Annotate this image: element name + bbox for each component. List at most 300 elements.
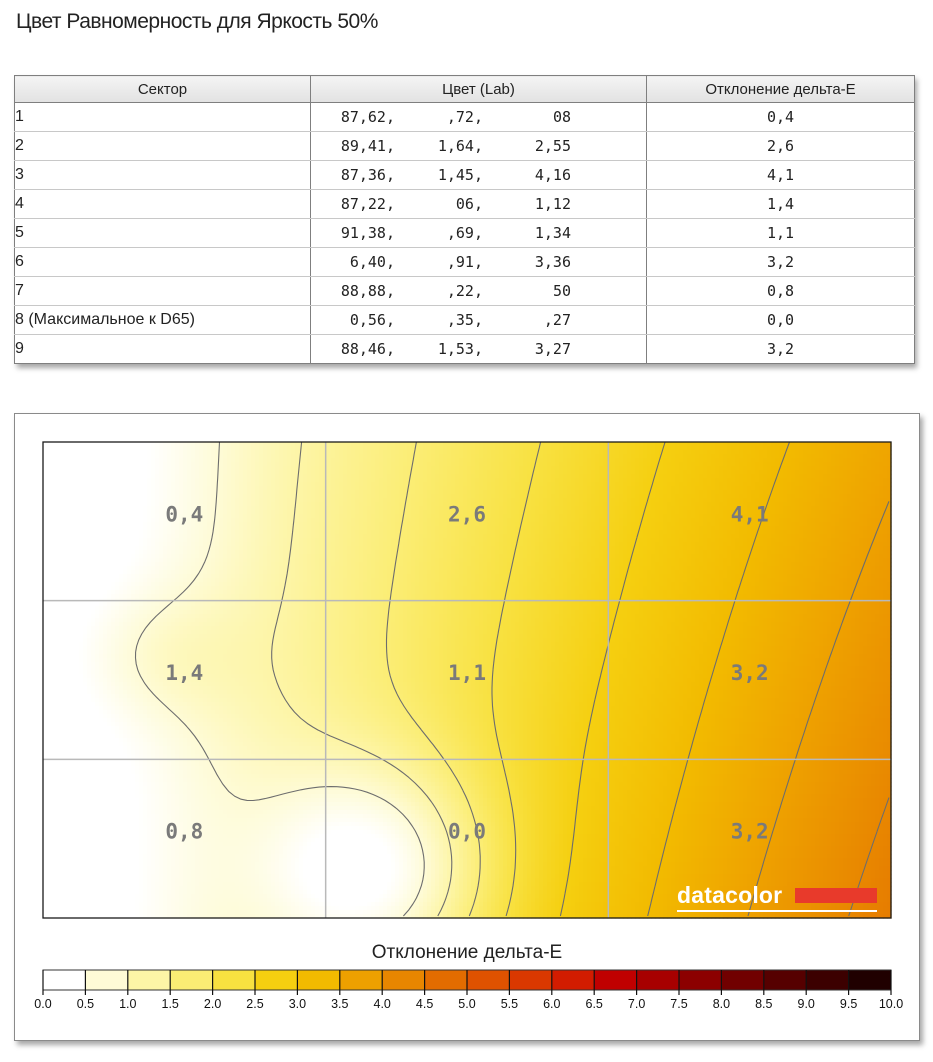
heatmap-pixel: [139, 486, 144, 491]
heatmap-pixel: [851, 498, 856, 503]
heatmap-pixel: [827, 486, 832, 491]
heatmap-pixel: [455, 530, 460, 535]
heatmap-pixel: [551, 466, 556, 471]
heatmap-pixel: [195, 530, 200, 535]
heatmap-pixel: [303, 498, 308, 503]
heatmap-pixel: [443, 450, 448, 455]
heatmap-pixel: [583, 450, 588, 455]
heatmap-pixel: [619, 442, 624, 447]
heatmap-pixel: [243, 474, 248, 479]
heatmap-pixel: [619, 498, 624, 503]
heatmap-pixel: [603, 530, 608, 535]
heatmap-pixel: [307, 522, 312, 527]
heatmap-pixel: [551, 526, 556, 531]
heatmap-pixel: [247, 518, 252, 523]
heatmap-pixel: [291, 446, 296, 451]
heatmap-pixel: [195, 442, 200, 447]
heatmap-pixel: [647, 462, 652, 467]
heatmap-pixel: [127, 502, 132, 507]
heatmap-pixel: [631, 462, 636, 467]
heatmap-pixel: [219, 510, 224, 515]
heatmap-pixel: [515, 458, 520, 463]
heatmap-pixel: [811, 442, 816, 447]
heatmap-pixel: [715, 498, 720, 503]
heatmap-pixel: [223, 462, 228, 467]
heatmap-pixel: [107, 474, 112, 479]
heatmap-pixel: [363, 510, 368, 515]
heatmap-pixel: [319, 446, 324, 451]
heatmap-pixel: [195, 534, 200, 539]
heatmap-pixel: [491, 526, 496, 531]
heatmap-pixel: [355, 518, 360, 523]
heatmap-pixel: [683, 474, 688, 479]
heatmap-pixel: [663, 510, 668, 515]
heatmap-pixel: [703, 466, 708, 471]
heatmap-pixel: [559, 462, 564, 467]
heatmap-pixel: [571, 514, 576, 519]
heatmap-pixel: [787, 510, 792, 515]
heatmap-pixel: [783, 466, 788, 471]
heatmap-pixel: [695, 502, 700, 507]
heatmap-pixel: [555, 458, 560, 463]
heatmap-pixel: [471, 490, 476, 495]
heatmap-pixel: [287, 526, 292, 531]
heatmap-pixel: [215, 534, 220, 539]
heatmap-pixel: [479, 454, 484, 459]
heatmap-pixel: [831, 530, 836, 535]
heatmap-pixel: [555, 462, 560, 467]
heatmap-pixel: [823, 498, 828, 503]
heatmap-pixel: [763, 470, 768, 475]
heatmap-pixel: [371, 466, 376, 471]
heatmap-pixel: [311, 478, 316, 483]
heatmap-pixel: [463, 474, 468, 479]
heatmap-pixel: [119, 470, 124, 475]
heatmap-pixel: [807, 506, 812, 511]
heatmap-pixel: [187, 490, 192, 495]
heatmap-pixel: [363, 482, 368, 487]
heatmap-pixel: [51, 450, 56, 455]
heatmap-pixel: [135, 446, 140, 451]
heatmap-pixel: [219, 534, 224, 539]
heatmap-pixel: [571, 466, 576, 471]
heatmap-pixel: [131, 526, 136, 531]
heatmap-pixel: [875, 482, 880, 487]
heatmap-pixel: [795, 482, 800, 487]
heatmap-pixel: [535, 478, 540, 483]
heatmap-pixel: [287, 450, 292, 455]
heatmap-pixel: [255, 522, 260, 527]
heatmap-pixel: [767, 466, 772, 471]
heatmap-pixel: [575, 466, 580, 471]
heatmap-pixel: [731, 478, 736, 483]
heatmap-pixel: [703, 474, 708, 479]
heatmap-pixel: [575, 510, 580, 515]
heatmap-pixel: [547, 486, 552, 491]
heatmap-pixel: [775, 530, 780, 535]
heatmap-pixel: [375, 510, 380, 515]
heatmap-pixel: [143, 486, 148, 491]
heatmap-pixel: [79, 498, 84, 503]
heatmap-pixel: [303, 442, 308, 447]
heatmap-pixel: [631, 466, 636, 471]
heatmap-pixel: [219, 482, 224, 487]
heatmap-pixel: [647, 470, 652, 475]
heatmap-pixel: [583, 530, 588, 535]
heatmap-pixel: [619, 482, 624, 487]
heatmap-pixel: [591, 486, 596, 491]
heatmap-pixel: [67, 478, 72, 483]
heatmap-pixel: [759, 530, 764, 535]
heatmap-pixel: [95, 506, 100, 511]
heatmap-pixel: [723, 462, 728, 467]
heatmap-pixel: [611, 510, 616, 515]
heatmap-pixel: [547, 478, 552, 483]
heatmap-pixel: [231, 446, 236, 451]
heatmap-pixel: [147, 446, 152, 451]
heatmap-pixel: [459, 526, 464, 531]
heatmap-pixel: [171, 490, 176, 495]
heatmap-pixel: [87, 454, 92, 459]
heatmap-pixel: [415, 482, 420, 487]
heatmap-pixel: [787, 466, 792, 471]
delta-e-cell: 3,2: [647, 248, 915, 277]
heatmap-pixel: [395, 450, 400, 455]
heatmap-pixel: [303, 486, 308, 491]
heatmap-pixel: [119, 526, 124, 531]
heatmap-pixel: [635, 522, 640, 527]
heatmap-pixel: [779, 486, 784, 491]
heatmap-pixel: [139, 506, 144, 511]
heatmap-pixel: [495, 486, 500, 491]
heatmap-pixel: [131, 490, 136, 495]
heatmap-pixel: [443, 494, 448, 499]
heatmap-pixel: [779, 530, 784, 535]
heatmap-pixel: [551, 458, 556, 463]
heatmap-pixel: [511, 482, 516, 487]
heatmap-pixel: [111, 530, 116, 535]
heatmap-pixel: [503, 510, 508, 515]
heatmap-pixel: [255, 470, 260, 475]
heatmap-pixel: [783, 442, 788, 447]
heatmap-pixel: [479, 526, 484, 531]
heatmap-pixel: [399, 490, 404, 495]
heatmap-pixel: [635, 498, 640, 503]
heatmap-pixel: [107, 458, 112, 463]
heatmap-pixel: [643, 442, 648, 447]
heatmap-pixel: [279, 478, 284, 483]
heatmap-pixel: [111, 466, 116, 471]
heatmap-pixel: [667, 510, 672, 515]
heatmap-pixel: [603, 474, 608, 479]
heatmap-pixel: [151, 478, 156, 483]
heatmap-pixel: [247, 502, 252, 507]
heatmap-pixel: [91, 454, 96, 459]
heatmap-pixel: [315, 506, 320, 511]
heatmap-pixel: [471, 454, 476, 459]
heatmap-pixel: [419, 466, 424, 471]
heatmap-pixel: [699, 462, 704, 467]
heatmap-pixel: [371, 510, 376, 515]
heatmap-pixel: [235, 506, 240, 511]
heatmap-pixel: [287, 470, 292, 475]
heatmap-pixel: [551, 522, 556, 527]
heatmap-pixel: [847, 442, 852, 447]
heatmap-pixel: [815, 486, 820, 491]
heatmap-pixel: [727, 474, 732, 479]
heatmap-pixel: [379, 510, 384, 515]
heatmap-pixel: [603, 514, 608, 519]
heatmap-pixel: [419, 470, 424, 475]
heatmap-pixel: [167, 526, 172, 531]
heatmap-pixel: [451, 494, 456, 499]
heatmap-pixel: [51, 498, 56, 503]
heatmap-pixel: [371, 486, 376, 491]
heatmap-pixel: [883, 486, 888, 491]
heatmap-pixel: [115, 502, 120, 507]
heatmap-pixel: [63, 446, 68, 451]
heatmap-pixel: [803, 462, 808, 467]
heatmap-pixel: [211, 486, 216, 491]
heatmap-pixel: [359, 466, 364, 471]
heatmap-pixel: [755, 494, 760, 499]
delta-e-cell: 0,8: [647, 277, 915, 306]
heatmap-pixel: [479, 442, 484, 447]
heatmap-pixel: [343, 478, 348, 483]
heatmap-pixel: [459, 454, 464, 459]
heatmap-pixel: [683, 458, 688, 463]
heatmap-pixel: [251, 510, 256, 515]
heatmap-pixel: [651, 498, 656, 503]
heatmap-pixel: [407, 522, 412, 527]
heatmap-pixel: [67, 486, 72, 491]
heatmap-pixel: [587, 482, 592, 487]
heatmap-pixel: [439, 522, 444, 527]
heatmap-pixel: [127, 498, 132, 503]
heatmap-pixel: [571, 486, 576, 491]
heatmap-pixel: [459, 486, 464, 491]
heatmap-pixel: [527, 510, 532, 515]
heatmap-pixel: [139, 498, 144, 503]
heatmap-pixel: [591, 506, 596, 511]
heatmap-pixel: [851, 514, 856, 519]
heatmap-pixel: [343, 490, 348, 495]
heatmap-pixel: [143, 446, 148, 451]
heatmap-pixel: [91, 502, 96, 507]
heatmap-pixel: [655, 526, 660, 531]
heatmap-pixel: [695, 482, 700, 487]
heatmap-pixel: [827, 526, 832, 531]
heatmap-pixel: [615, 498, 620, 503]
heatmap-pixel: [47, 446, 52, 451]
heatmap-pixel: [315, 474, 320, 479]
heatmap-pixel: [71, 514, 76, 519]
heatmap-pixel: [455, 490, 460, 495]
heatmap-pixel: [435, 518, 440, 523]
heatmap-pixel: [867, 518, 872, 523]
heatmap-pixel: [135, 514, 140, 519]
heatmap-pixel: [279, 454, 284, 459]
heatmap-pixel: [799, 530, 804, 535]
heatmap-pixel: [427, 510, 432, 515]
heatmap-pixel: [259, 450, 264, 455]
heatmap-pixel: [183, 458, 188, 463]
heatmap-pixel: [439, 446, 444, 451]
heatmap-pixel: [279, 518, 284, 523]
heatmap-pixel: [155, 466, 160, 471]
heatmap-pixel: [775, 458, 780, 463]
heatmap-pixel: [103, 494, 108, 499]
heatmap-pixel: [171, 462, 176, 467]
heatmap-pixel: [675, 486, 680, 491]
heatmap-pixel: [831, 522, 836, 527]
heatmap-pixel: [183, 482, 188, 487]
heatmap-pixel: [879, 454, 884, 459]
heatmap-pixel: [695, 530, 700, 535]
heatmap-pixel: [379, 442, 384, 447]
heatmap-pixel: [807, 442, 812, 447]
heatmap-pixel: [455, 450, 460, 455]
heatmap-pixel: [235, 478, 240, 483]
heatmap-pixel: [659, 514, 664, 519]
heatmap-pixel: [771, 530, 776, 535]
heatmap-pixel: [511, 526, 516, 531]
heatmap-pixel: [867, 450, 872, 455]
heatmap-pixel: [119, 458, 124, 463]
heatmap-pixel: [327, 494, 332, 499]
heatmap-pixel: [575, 506, 580, 511]
heatmap-pixel: [271, 462, 276, 467]
heatmap-pixel: [147, 534, 152, 539]
heatmap-pixel: [823, 462, 828, 467]
heatmap-pixel: [867, 522, 872, 527]
heatmap-pixel: [283, 446, 288, 451]
heatmap-pixel: [307, 494, 312, 499]
heatmap-pixel: [531, 526, 536, 531]
heatmap-pixel: [319, 518, 324, 523]
heatmap-pixel: [667, 506, 672, 511]
heatmap-pixel: [463, 486, 468, 491]
heatmap-pixel: [615, 462, 620, 467]
heatmap-pixel: [763, 490, 768, 495]
heatmap-pixel: [735, 450, 740, 455]
heatmap-pixel: [331, 446, 336, 451]
heatmap-pixel: [475, 442, 480, 447]
heatmap-pixel: [415, 510, 420, 515]
heatmap-pixel: [239, 446, 244, 451]
heatmap-pixel: [551, 470, 556, 475]
heatmap-pixel: [791, 442, 796, 447]
heatmap-pixel: [423, 454, 428, 459]
heatmap-pixel: [563, 494, 568, 499]
heatmap-pixel: [235, 498, 240, 503]
heatmap-pixel: [391, 522, 396, 527]
heatmap-pixel: [367, 526, 372, 531]
heatmap-pixel: [335, 510, 340, 515]
heatmap-pixel: [879, 474, 884, 479]
heatmap-pixel: [367, 522, 372, 527]
heatmap-pixel: [511, 506, 516, 511]
heatmap-pixel: [379, 450, 384, 455]
heatmap-pixel: [59, 502, 64, 507]
heatmap-pixel: [411, 530, 416, 535]
heatmap-pixel: [407, 530, 412, 535]
heatmap-pixel: [647, 446, 652, 451]
heatmap-pixel: [639, 462, 644, 467]
heatmap-pixel: [595, 458, 600, 463]
heatmap-pixel: [839, 442, 844, 447]
heatmap-pixel: [275, 466, 280, 471]
heatmap-pixel: [571, 494, 576, 499]
heatmap-pixel: [435, 478, 440, 483]
heatmap-pixel: [235, 490, 240, 495]
heatmap-pixel: [311, 486, 316, 491]
heatmap-pixel: [859, 510, 864, 515]
heatmap-pixel: [283, 494, 288, 499]
heatmap-pixel: [499, 494, 504, 499]
heatmap-pixel: [719, 470, 724, 475]
heatmap-pixel: [203, 490, 208, 495]
heatmap-pixel: [511, 498, 516, 503]
heatmap-pixel: [875, 498, 880, 503]
heatmap-pixel: [591, 442, 596, 447]
heatmap-pixel: [671, 478, 676, 483]
heatmap-pixel: [539, 478, 544, 483]
heatmap-pixel: [199, 494, 204, 499]
heatmap-pixel: [563, 442, 568, 447]
heatmap-pixel: [343, 450, 348, 455]
heatmap-pixel: [643, 482, 648, 487]
heatmap-pixel: [803, 458, 808, 463]
heatmap-pixel: [627, 450, 632, 455]
heatmap-pixel: [547, 506, 552, 511]
heatmap-pixel: [303, 454, 308, 459]
heatmap-pixel: [211, 474, 216, 479]
heatmap-pixel: [511, 478, 516, 483]
heatmap-pixel: [71, 442, 76, 447]
heatmap-pixel: [375, 490, 380, 495]
heatmap-pixel: [571, 482, 576, 487]
heatmap-pixel: [131, 498, 136, 503]
sector-cell: 4: [15, 190, 311, 219]
heatmap-pixel: [387, 522, 392, 527]
heatmap-pixel: [691, 510, 696, 515]
heatmap-pixel: [495, 446, 500, 451]
heatmap-pixel: [55, 446, 60, 451]
heatmap-pixel: [575, 454, 580, 459]
heatmap-pixel: [219, 470, 224, 475]
heatmap-pixel: [271, 510, 276, 515]
heatmap-pixel: [639, 498, 644, 503]
heatmap-pixel: [767, 482, 772, 487]
heatmap-pixel: [75, 454, 80, 459]
heatmap-pixel: [583, 478, 588, 483]
heatmap-pixel: [303, 518, 308, 523]
heatmap-pixel: [807, 486, 812, 491]
heatmap-pixel: [59, 510, 64, 515]
heatmap-pixel: [707, 462, 712, 467]
heatmap-pixel: [799, 490, 804, 495]
heatmap-pixel: [67, 454, 72, 459]
heatmap-pixel: [43, 494, 48, 499]
heatmap-pixel: [359, 518, 364, 523]
heatmap-pixel: [835, 486, 840, 491]
heatmap-pixel: [727, 482, 732, 487]
heatmap-pixel: [227, 522, 232, 527]
heatmap-pixel: [635, 442, 640, 447]
heatmap-pixel: [103, 478, 108, 483]
heatmap-pixel: [139, 462, 144, 467]
